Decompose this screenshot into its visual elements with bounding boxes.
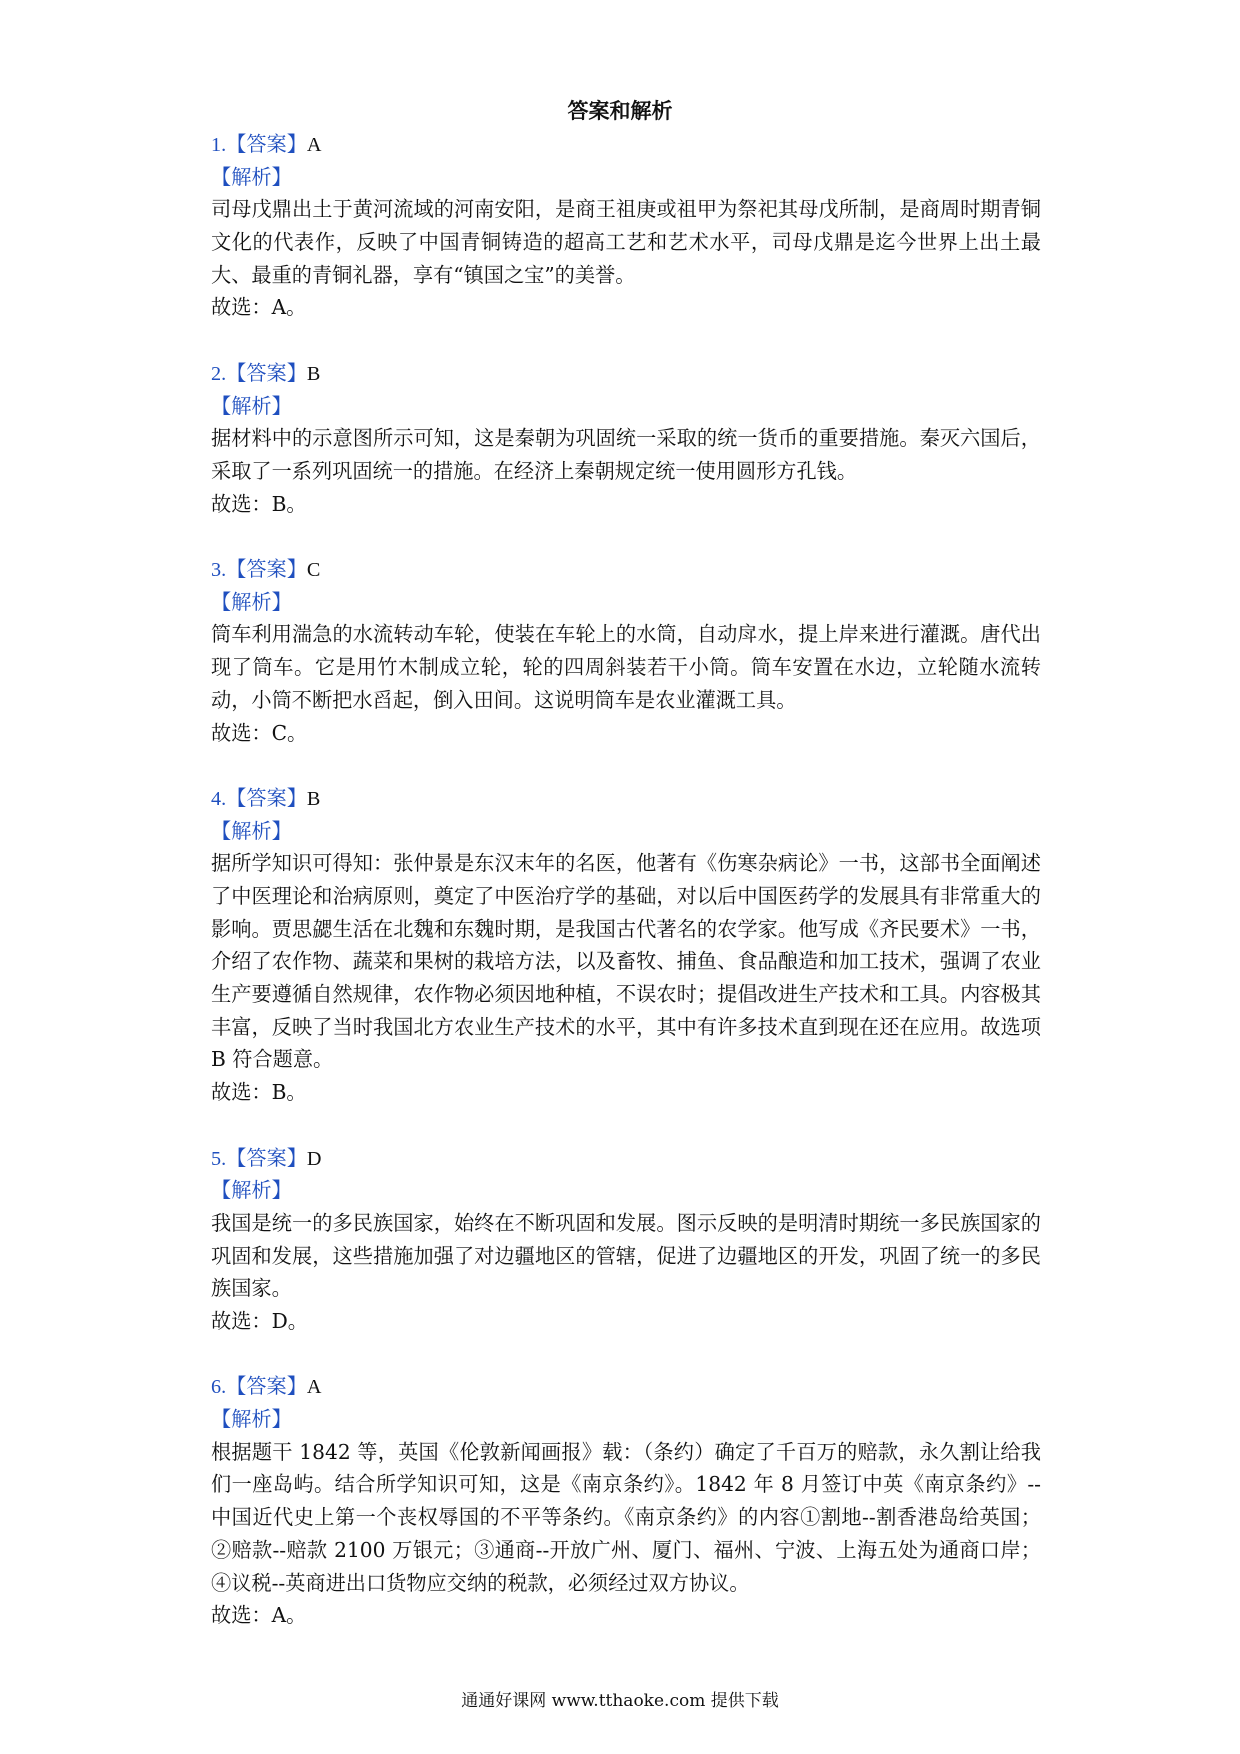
answer-line <box>211 357 1041 390</box>
answer-tag: 【答案】 <box>226 1145 307 1170</box>
answer-letter: D <box>306 1147 322 1170</box>
answer-tag: 【答案】 <box>226 785 307 810</box>
conclusion: 故选：C。 <box>211 720 308 745</box>
answer-tag: 【答案】 <box>226 360 307 385</box>
analysis-tag: 【解析】 <box>211 1407 292 1432</box>
answer-item-2 <box>211 357 1041 520</box>
question-number: 2. <box>211 362 227 385</box>
answer-tag: 【答案】 <box>226 132 307 156</box>
answer-list <box>211 128 1041 1665</box>
analysis-paragraph: 筒车利用湍急的水流转动车轮，使装在车轮上的水筒，自动戽水，提上岸来进行灌溉。唐代出现了筒车。它是用竹木制成立轮，轮的四周斜装若干小筒。筒车安置在水边，立轮随水流转动，小筒不断把水舀起，倒入田间。这说明筒车是农业灌溉工具。 <box>211 622 1041 712</box>
conclusion: 故选：B。 <box>211 1080 307 1105</box>
analysis-paragraph: 据材料中的示意图所示可知，这是秦朝为巩固统一采取的统一货币的重要措施。秦灭六国后，采取了一系列巩固统一的措施。在经济上秦朝规定统一使用圆形方孔钱。 <box>211 426 1041 483</box>
answer-item-6 <box>211 1370 1041 1632</box>
answer-letter: C <box>306 559 321 582</box>
answer-letter: A <box>306 134 322 156</box>
analysis-tag: 【解析】 <box>211 393 292 418</box>
analysis-paragraph: 据所学知识可得知：张仲景是东汉末年的名医，他著有《伤寒杂病论》一书，这部书全面阐述了中医理论和治病原则，奠定了中医治疗学的基础，对以后中国医药学的发展具有非常重大的影响。贾思勰生活在北魏和东魏时期，是我国古代著名的农学家。他写成《齐民要术》一书，介绍了农作物、蔬菜和果树的栽培方法，以及畜牧、捕鱼、食品酿造和加工技术，强调了农业生产要遵循自然规律，农作物必须因地种植，不误农时；提倡改进生产技术和工具。内容极其丰富，反映了当时我国北方农业生产技术的水平，其中有许多技术直到现在还在应用。故选项 B 符合题意。 <box>211 851 1041 1072</box>
analysis-paragraph: 司母戊鼎出土于黄河流域的河南安阳，是商王祖庚或祖甲为祭祀其母戊所制，是商周时期青铜文化的代表作，反映了中国青铜铸造的超高工艺和艺术水平，司母戊鼎是迄今世界上出土最大、最重的青铜礼器，享有“镇国之宝”的美誉。 <box>211 197 1041 287</box>
analysis-paragraph: 我国是统一的多民族国家，始终在不断巩固和发展。图示反映的是明清时期统一多民族国家的巩固和发展，这些措施加强了对边疆地区的管辖，促进了边疆地区的开发，巩固了统一的多民族国家。 <box>211 1210 1041 1301</box>
answer-item-1 <box>211 128 1041 324</box>
answer-line <box>211 1142 1041 1175</box>
question-number: 5. <box>211 1147 227 1170</box>
page-footer: 通通好课网 www.tthaoke.com 提供下载 <box>461 1691 779 1711</box>
answer-line <box>211 128 1041 161</box>
conclusion: 故选：B。 <box>211 491 307 516</box>
conclusion: 故选：A。 <box>211 295 307 320</box>
answer-item-5 <box>211 1142 1041 1338</box>
answer-letter: A <box>306 1376 322 1399</box>
page-title: 答案和解析 <box>567 98 673 123</box>
answer-letter: B <box>306 362 321 385</box>
question-number: 3. <box>211 559 227 582</box>
analysis-paragraph: 根据题干 1842 等，英国《伦敦新闻画报》载：（条约）确定了千百万的赔款，永久割让给我们一座岛屿。结合所学知识可知，这是《南京条约》。1842 年 8 月签订中英《南京条约》--中国近代史上第一个丧权辱国的不平等条约。《南京条约》的内容①割地--割香港岛给英国；②赔款--赔款 2100 万银元；③通商--开放广州、厦门、福州、宁波、上海五处为通商口岸；④议税--英商进出口货物应交纳的税款，必须经过双方协议。 <box>211 1439 1041 1595</box>
answer-tag: 【答案】 <box>226 1374 307 1399</box>
analysis-tag: 【解析】 <box>211 818 292 843</box>
analysis-tag: 【解析】 <box>211 589 292 614</box>
conclusion: 故选：D。 <box>211 1309 308 1334</box>
answer-item-4 <box>211 782 1041 1109</box>
analysis-tag: 【解析】 <box>211 1178 292 1203</box>
question-number: 4. <box>211 787 227 810</box>
question-number: 1. <box>211 134 227 156</box>
question-number: 6. <box>211 1376 227 1399</box>
answer-letter: B <box>306 787 321 810</box>
answer-tag: 【答案】 <box>226 557 307 582</box>
answer-line <box>211 1370 1041 1403</box>
conclusion: 故选：A。 <box>211 1603 307 1628</box>
answer-line <box>211 553 1041 586</box>
answer-line <box>211 782 1041 815</box>
answer-item-3 <box>211 553 1041 749</box>
analysis-tag: 【解析】 <box>211 164 292 189</box>
